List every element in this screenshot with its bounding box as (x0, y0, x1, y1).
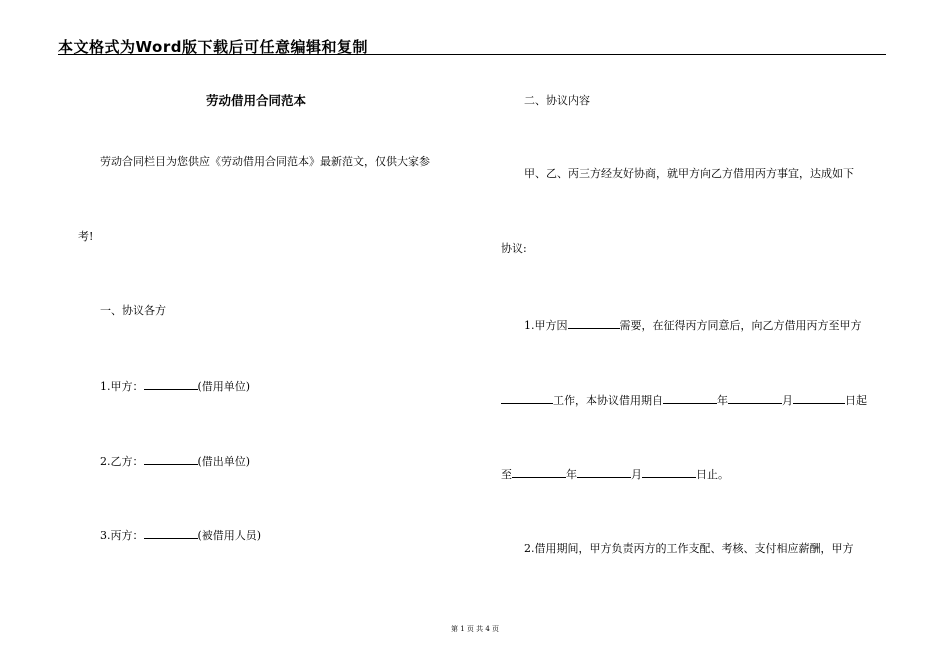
item1-text-year: 年 (717, 394, 728, 407)
party-a-line (100, 379, 250, 394)
section-heading-parties: 一、协议各方 (100, 304, 166, 317)
item1-text-year2: 年 (566, 468, 577, 481)
item1-line-2 (501, 393, 867, 408)
document-header: 本文格式为Word版下载后可任意编辑和复制 (58, 38, 368, 56)
item1-blank-end-month (577, 467, 631, 478)
section-heading-content: 二、协议内容 (524, 94, 590, 107)
party-b-blank (144, 454, 198, 465)
party-c-line (100, 528, 261, 543)
party-b-line (100, 454, 250, 469)
item1-line-1 (524, 318, 862, 333)
item1-text-b: 需要，在征得丙方同意后，向乙方借用丙方至甲方 (619, 319, 862, 332)
intro-line-1: 劳动合同栏目为您供应《劳动借用合同范本》最新范文，仅供大家参 (100, 155, 430, 168)
para1-line-1: 甲、乙、丙三方经友好协商，就甲方向乙方借用丙方事宜，达成如下 (524, 167, 854, 180)
document-title: 劳动借用合同范本 (206, 93, 307, 108)
item1-line-3 (501, 467, 729, 482)
item1-blank-end-year (512, 467, 566, 478)
item1-blank-start-year (663, 393, 717, 404)
intro-line-2: 考! (78, 230, 94, 243)
item1-text-month: 月 (782, 394, 793, 407)
item1-blank-workplace (501, 393, 553, 404)
item1-blank-start-day (793, 393, 845, 404)
party-a-label: 1.甲方： (100, 380, 144, 393)
item1-text-a: 1.甲方因 (524, 319, 568, 332)
party-a-blank (144, 379, 198, 390)
party-c-blank (144, 528, 198, 539)
party-a-note: (借用单位) (197, 380, 251, 393)
party-b-label: 2.乙方： (100, 455, 144, 468)
item1-text-month2: 月 (631, 468, 642, 481)
item1-blank-end-day (642, 467, 696, 478)
item1-text-c: 工作，本协议借用期自 (553, 394, 663, 407)
item1-text-day: 日起 (845, 394, 867, 407)
page-number: 第 1 页 共 4 页 (450, 625, 500, 633)
item1-blank-reason (568, 318, 620, 329)
header-divider (58, 54, 886, 55)
party-c-note: (被借用人员) (197, 529, 262, 542)
party-c-label: 3.丙方： (100, 529, 144, 542)
item1-text-to: 至 (501, 468, 512, 481)
item1-text-end: 日止。 (696, 468, 729, 481)
party-b-note: (借出单位) (197, 455, 251, 468)
para1-line-2: 协议: (501, 242, 527, 255)
item2-line-1: 2.借用期间，甲方负责丙方的工作支配、考核、支付相应薪酬，甲方 (524, 542, 854, 555)
item1-blank-start-month (728, 393, 782, 404)
